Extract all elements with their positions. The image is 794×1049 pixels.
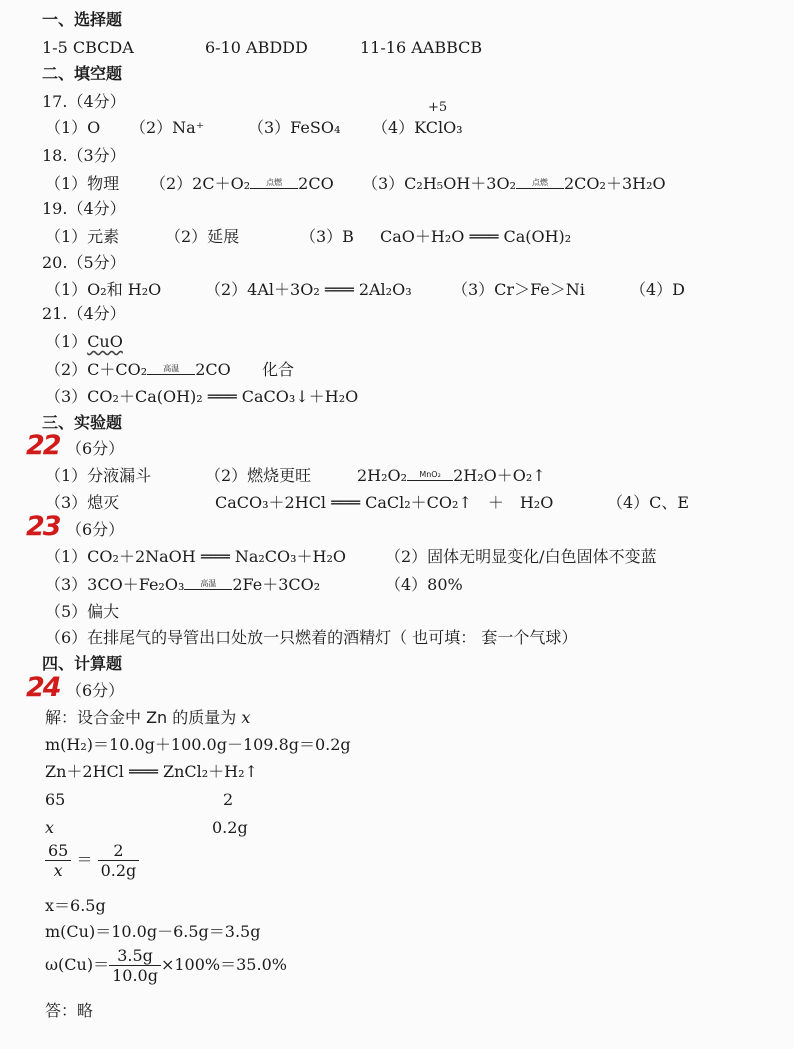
section-title-fill: 二、填空题 xyxy=(42,64,123,83)
q23-part4: （4）80% xyxy=(385,575,463,594)
q19-part2: （2）延展 xyxy=(165,227,240,246)
q21-part3: （3）CO₂＋Ca(OH)₂ ═══ CaCO₃↓＋H₂O xyxy=(45,387,359,406)
q24-known-h2: 0.2g xyxy=(212,818,248,837)
q20-part3: （3）Cr＞Fe＞Ni xyxy=(452,280,585,299)
q20-part1: （1）O₂和 H₂O xyxy=(45,280,162,299)
q23-points: （6分） xyxy=(66,520,125,539)
q17-header: 17.（4分） xyxy=(42,92,126,111)
section-title-choice: 一、选择题 xyxy=(42,10,123,29)
q24-ratio-zn: 65 xyxy=(45,790,66,809)
q24-x-result: x＝6.5g xyxy=(45,896,106,915)
q23-part5: （5）偏大 xyxy=(45,602,120,621)
q22-part3: （3）熄灭 xyxy=(45,493,120,512)
q23-handwritten-number: 23 xyxy=(26,511,60,542)
q22-part1: （1）分液漏斗 xyxy=(45,466,152,485)
q24-handwritten-number: 24 xyxy=(26,672,60,703)
q24-equation: Zn＋2HCl ═══ ZnCl₂＋H₂↑ xyxy=(45,762,258,781)
q24-hydrogen-mass: m(H₂)＝10.0g＋100.0g－109.8g＝0.2g xyxy=(45,735,351,754)
q18-part1: （1）物理 xyxy=(45,174,120,193)
mc-answers-6-10: 6-10 ABDDD xyxy=(205,38,308,57)
q24-copper-fraction: ω(Cu)＝ $\frac{3.5g}{10.0g}$ ×100%＝35.0% xyxy=(45,946,287,986)
q19-header: 19.（4分） xyxy=(42,199,126,218)
q22-equation2: CaCO₃＋2HCl ═══ CaCl₂＋CO₂↑ ＋ H₂O xyxy=(215,493,554,512)
section-title-calculation: 四、计算题 xyxy=(42,654,123,673)
q19-equation: CaO＋H₂O ═══ Ca(OH)₂ xyxy=(380,227,572,246)
q24-answer: 答：略 xyxy=(45,1001,94,1020)
q24-copper-mass: m(Cu)＝10.0g－6.5g＝3.5g xyxy=(45,922,261,941)
q23-part2: （2）固体无明显变化/白色固体不变蓝 xyxy=(385,547,657,566)
q18-part2: （2）2C＋O₂ 点燃 2CO xyxy=(150,174,334,193)
q22-part4: （4）C、E xyxy=(607,493,690,512)
q24-unknown-x: x xyxy=(45,818,55,837)
q21-part2: （2）C＋CO₂ 高温 2CO xyxy=(45,360,231,379)
q21-reaction-type: 化合 xyxy=(262,360,295,379)
q17-part2: （2）Na⁺ xyxy=(130,118,205,137)
q24-proportion: $\frac{65}{x}$ ＝ $\frac{2}{0.2g}$ xyxy=(45,841,139,880)
q21-header: 21.（4分） xyxy=(42,304,126,323)
q22-points: （6分） xyxy=(66,439,125,458)
q20-header: 20.（5分） xyxy=(42,253,126,272)
q17-part4: （4）KClO₃ xyxy=(372,118,463,137)
mc-answers-1-5: 1-5 CBCDA xyxy=(42,38,134,57)
mc-answers-11-16: 11-16 AABBCB xyxy=(360,38,483,57)
q20-part2: （2）4Al＋3O₂ ═══ 2Al₂O₃ xyxy=(205,280,412,299)
q17-part3: （3）FeSO₄ xyxy=(248,118,341,137)
q22-handwritten-number: 22 xyxy=(26,430,60,461)
q23-part1: （1）CO₂＋2NaOH ═══ Na₂CO₃＋H₂O xyxy=(45,547,347,566)
q21-part1: （1）CuO xyxy=(45,332,123,351)
q18-header: 18.（3分） xyxy=(42,146,126,165)
q22-equation: 2H₂O₂ MnO₂ 2H₂O＋O₂↑ xyxy=(357,466,546,485)
q19-part1: （1）元素 xyxy=(45,227,120,246)
q17-part1: （1）O xyxy=(45,118,101,137)
section-title-experiment: 三、实验题 xyxy=(42,413,123,432)
q23-part3: （3）3CO＋Fe₂O₃ 高温 2Fe＋3CO₂ xyxy=(45,575,321,594)
q22-part2: （2）燃烧更旺 xyxy=(205,466,312,485)
q24-points: （6分） xyxy=(66,681,125,700)
q23-part6: （6）在排尾气的导管出口处放一只燃着的酒精灯（ 也可填： 套一个气球） xyxy=(45,628,578,647)
q20-part4: （4）D xyxy=(630,280,686,299)
q17-valence: +5 xyxy=(428,100,448,115)
q24-solution-intro: 解：设合金中 Zn 的质量为 x xyxy=(45,708,251,727)
q19-part3: （3）B xyxy=(300,227,354,246)
q18-part3: （3）C₂H₅OH＋3O₂ 点燃 2CO₂＋3H₂O xyxy=(362,174,666,193)
q24-ratio-h2: 2 xyxy=(223,790,234,809)
